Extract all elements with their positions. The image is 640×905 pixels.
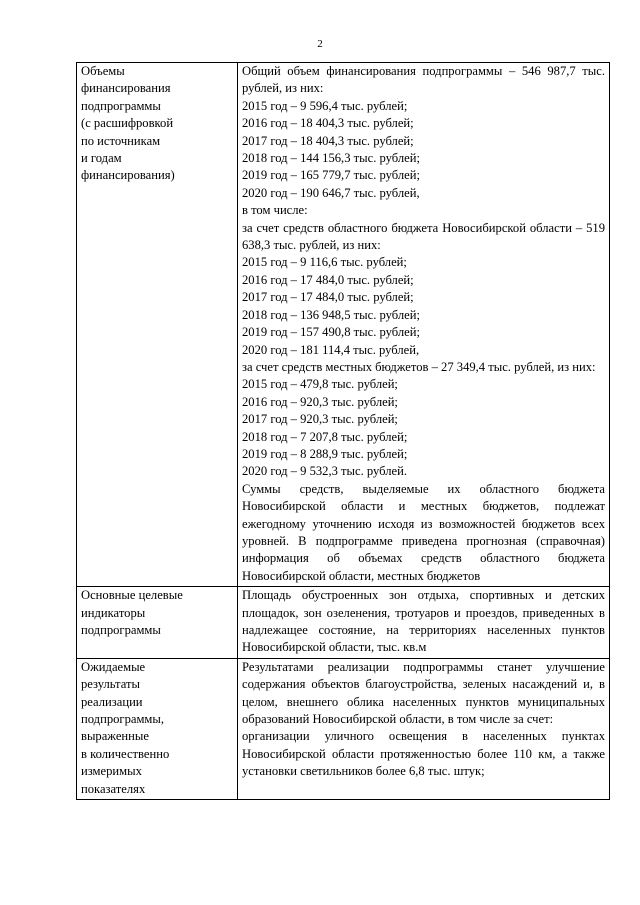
- label-line: выраженные: [81, 729, 149, 744]
- label-line: Объемы: [81, 64, 125, 78]
- table-row-financing: [77, 63, 610, 587]
- year-amount-line: 2017 год – 920,3 тыс. рублей;: [242, 412, 398, 427]
- row-content-results: [238, 658, 610, 799]
- label-line: финансирования): [81, 168, 175, 183]
- label-line: Основные целевые: [81, 588, 183, 603]
- label-line: финансирования: [81, 81, 171, 96]
- year-amount-line: 2018 год – 136 948,5 тыс. рублей;: [242, 307, 420, 322]
- row-label-results: [77, 658, 238, 799]
- label-line: индикаторы: [81, 605, 146, 620]
- row-label-indicators: [77, 587, 238, 659]
- budget-note-paragraph: Суммы средств, выделяемые их областного бюджета Новосибирской области и местных бюджетов, подлежат ежегодному уточнению исходя из возможностей бюджетов всех уровней. В подпрограмме приведена прогнозная (справочная) информация об объемах средств областного бюджета Новосибирской области, местных бюджетов: [242, 481, 605, 583]
- year-amount-line: 2017 год – 17 484,0 тыс. рублей;: [242, 290, 414, 305]
- year-amount-line: 2015 год – 9 116,6 тыс. рублей;: [242, 255, 407, 270]
- including-line: в том числе:: [242, 203, 308, 218]
- label-line: подпрограммы: [81, 623, 161, 637]
- label-line: реализации: [81, 694, 143, 709]
- label-line: результаты: [81, 677, 140, 692]
- year-amount-line: 2019 год – 165 779,7 тыс. рублей;: [242, 168, 420, 183]
- row-label-financing: [77, 63, 238, 587]
- label-line: подпрограммы: [81, 98, 161, 113]
- row-content-indicators: [238, 587, 610, 659]
- year-amount-line: 2017 год – 18 404,3 тыс. рублей;: [242, 133, 414, 148]
- label-line: по источникам: [81, 133, 161, 148]
- year-amount-line: 2020 год – 181 114,4 тыс. рублей,: [242, 342, 420, 357]
- year-amount-line: 2018 год – 144 156,3 тыс. рублей;: [242, 151, 420, 166]
- year-amount-line: 2016 год – 17 484,0 тыс. рублей;: [242, 272, 414, 287]
- label-line: подпрограммы,: [81, 712, 165, 727]
- table-row-results: [77, 658, 610, 799]
- year-amount-line: 2015 год – 9 596,4 тыс. рублей;: [242, 98, 408, 113]
- label-line: измеримых: [81, 764, 142, 779]
- label-line: (с расшифровкой: [81, 116, 174, 131]
- label-line: и годам: [81, 151, 122, 166]
- year-amount-line: 2016 год – 18 404,3 тыс. рублей;: [242, 116, 414, 131]
- local-budget-paragraph: за счет средств местных бюджетов – 27 349,4 тыс. рублей, из них:: [242, 359, 596, 374]
- lighting-paragraph: организации уличного освещения в населенных пунктах Новосибирской области протяженностью более 110 км, а также установки светильников более 6,8 тыс. штук;: [242, 729, 605, 779]
- label-line: показателях: [81, 781, 146, 796]
- table-row-indicators: [77, 587, 610, 659]
- page-number: 2: [317, 38, 323, 50]
- program-passport-table: [76, 62, 610, 800]
- year-amount-line: 2016 год – 920,3 тыс. рублей;: [242, 394, 398, 409]
- year-amount-line: 2019 год – 8 288,9 тыс. рублей;: [242, 446, 408, 461]
- indicators-paragraph: Площадь обустроенных зон отдыха, спортивных и детских площадок, зон озеленения, тротуаров и проездов, приведенных в надлежащее состояние, на территориях населенных пунктов Новосибирской области, тыс. кв.м: [242, 588, 605, 655]
- total-financing-paragraph: Общий объем финансирования подпрограммы – 546 987,7 тыс. рублей, из них:: [242, 64, 605, 96]
- year-amount-line: 2015 год – 479,8 тыс. рублей;: [242, 377, 398, 392]
- year-amount-line: 2020 год – 190 646,7 тыс. рублей,: [242, 185, 420, 200]
- results-paragraph: Результатами реализации подпрограммы станет улучшение содержания объектов благоустройства, зеленых насаждений и, в целом, внешнего облика населенных пунктов муниципальных образований Новосибирской области, в том числе за счет:: [242, 659, 605, 727]
- year-amount-line: 2018 год – 7 207,8 тыс. рублей;: [242, 429, 408, 444]
- label-line: Ожидаемые: [81, 659, 146, 674]
- year-amount-line: 2019 год – 157 490,8 тыс. рублей;: [242, 325, 420, 340]
- year-amount-line: 2020 год – 9 532,3 тыс. рублей.: [242, 464, 408, 479]
- row-content-financing: [238, 63, 610, 587]
- regional-budget-paragraph: за счет средств областного бюджета Новосибирской области – 519 638,3 тыс. рублей, из них:: [242, 220, 605, 253]
- label-line: в количественно: [81, 746, 170, 761]
